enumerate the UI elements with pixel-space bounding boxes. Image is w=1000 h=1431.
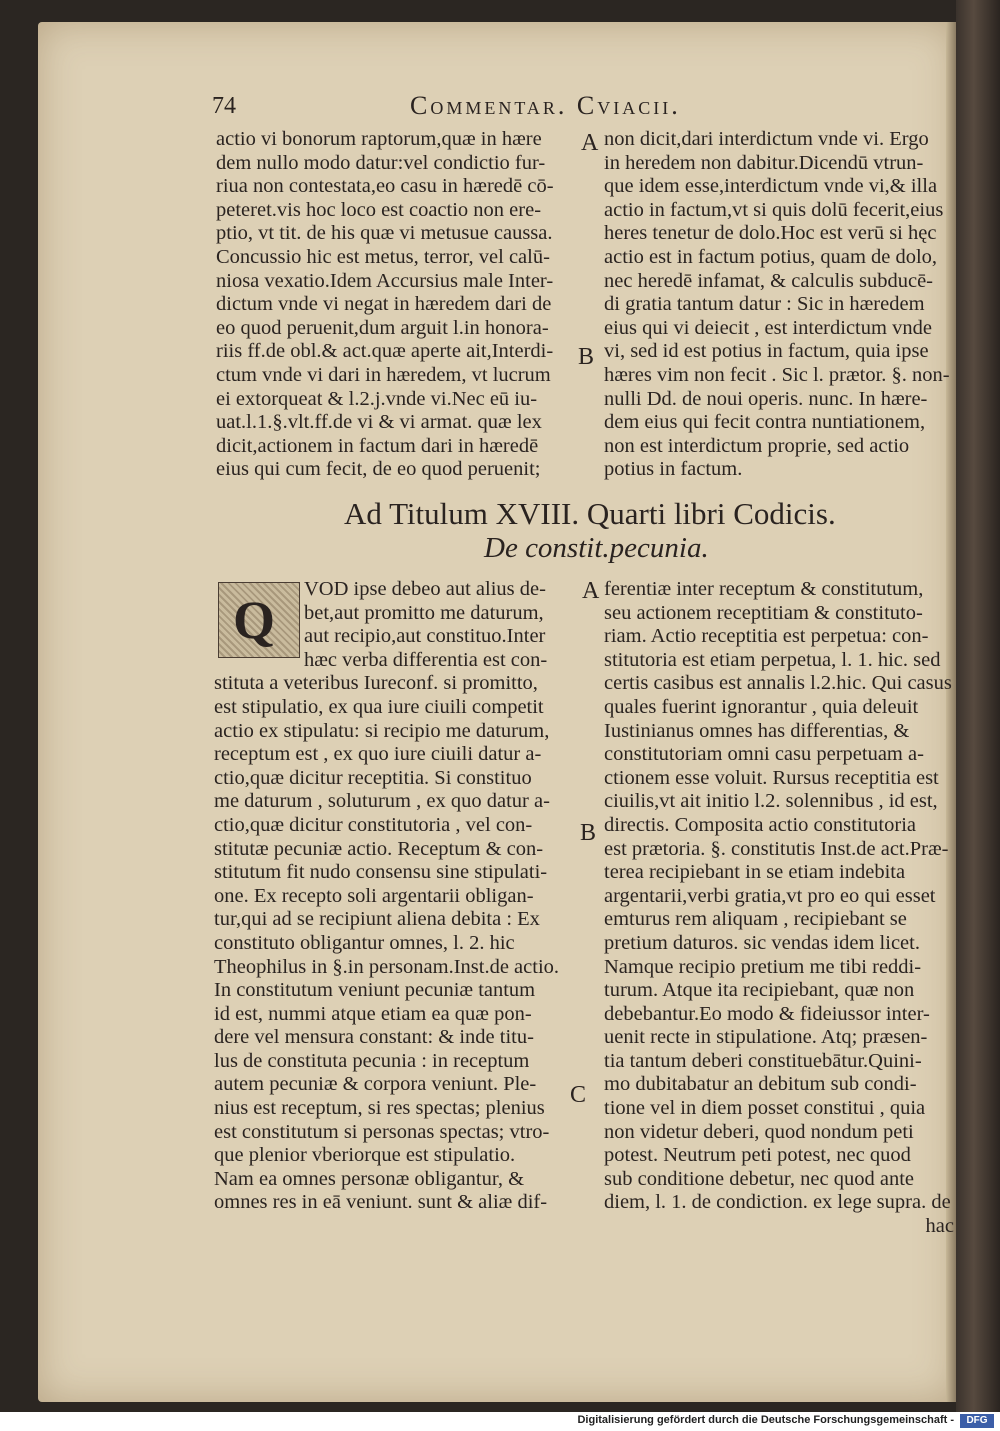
column-top-right (604, 128, 954, 482)
text-line: eius qui vi deiecit , est interdictum vnde (604, 316, 932, 339)
text-line: diem, l. 1. de condiction. ex lege supra. de (604, 1191, 951, 1214)
text-line: ctio,quæ dicitur receptitia. Si constituo (214, 766, 532, 789)
text-line: hæres vim non fecit . Sic l. prætor. §. non- (604, 363, 950, 386)
text-line: Namque recipio pretium me tibi reddi- (604, 955, 922, 978)
text-line: mo dubitabatur an debitum sub condi- (604, 1073, 917, 1096)
text-line: stitutum fit nudo consensu sine stipulati- (214, 861, 548, 884)
text-line: emturus rem aliquam , recipiebant se (604, 908, 907, 931)
text-line: dem nullo modo datur:vel condictio fur- (216, 151, 546, 174)
text-line: niosa vexatio.Idem Accursius male Inter- (216, 269, 554, 292)
text-line: ptio, vt tit. de his quæ vi metusue caussa. (216, 222, 553, 245)
text-line: dem eius qui fecit contra nuntiationem, (604, 411, 926, 434)
text-line: Concussio hic est metus, terror, vel calū- (216, 245, 550, 268)
text-line: eo quod peruenit,dum arguit l.in honora- (216, 316, 549, 339)
text-line: omnes res in eā veniunt. sunt & aliæ dif- (214, 1191, 548, 1214)
text-line: uenit recte in stipulatione. Atq; præsen- (604, 1026, 928, 1049)
text-line: stitutoria est etiam perpetua, l. 1. hic. sed (604, 648, 941, 671)
text-line: directis. Composita actio constitutoria (604, 813, 916, 836)
text-line: nulli Dd. de noui operis. nunc. In hære- (604, 387, 928, 410)
text-line: tione vel in diem posset constitui , quia (604, 1097, 926, 1120)
text-line: ciuilis,vt ait initio l.2. solennibus , id est, (604, 790, 938, 813)
column-bottom-left (214, 578, 570, 1215)
running-head: Commentar. Cviacii. (410, 91, 681, 120)
text-line: vi, sed id est potius in factum, quia ipse (604, 340, 929, 363)
text-line: nec heredē infamat, & calculis subducē- (604, 269, 933, 292)
text-line: VOD ipse debeo aut alius de- (304, 578, 546, 600)
text-line: receptum est , ex quo iure ciuili datur a- (214, 743, 542, 766)
text-line: dicit,actionem in factum dari in hæredē (216, 434, 539, 457)
text-line: actio in factum,vt si quis dolū fecerit,eius (604, 198, 944, 221)
text-line: hac (925, 1215, 954, 1238)
text-line: potius in factum. (604, 458, 743, 481)
dfg-logo: DFG (960, 1414, 994, 1428)
text-line: stitutæ pecuniæ actio. Receptum & con- (214, 837, 544, 860)
text-line: actio est in factum potius, quam de dolo, (604, 245, 938, 268)
text-line: est prætoria. §. constitutis Inst.de act.Præ- (604, 837, 949, 860)
text-line: ctio,quæ dicitur constitutoria , vel con- (214, 813, 533, 836)
text-line: argentarii,verbi gratia,vt pro eo qui esset (604, 884, 936, 907)
text-line: heres tenetur de dolo.Hoc est verū si hęc (604, 222, 937, 245)
text-line: lus de constituta pecunia : in receptum (214, 1049, 530, 1072)
text-line: tur,qui ad se recipiunt aliena debita : Ex (214, 908, 540, 931)
text-line: one. Ex recepto soli argentarii obligan- (214, 884, 534, 907)
margin-marker-c: C (570, 1082, 587, 1108)
column-top-left (216, 128, 568, 482)
text-line: peteret.vis hoc loco est coactio non ere- (216, 198, 542, 221)
text-line: seu actionem receptitiam & constituto- (604, 601, 923, 624)
text-line: non videtur deberi, quod nondum peti (604, 1120, 914, 1143)
footer-text: Digitalisierung gefördert durch die Deutsche Forschungsgemeinschaft - (577, 1414, 954, 1426)
text-line: ctionem esse voluit. Rursus receptitia est (604, 766, 939, 789)
text-line: eius qui cum fecit, de eo quod peruenit; (216, 458, 541, 481)
page-number: 74 (212, 93, 236, 119)
text-line: quales fuerint ignorantur , quia deleuit (604, 695, 919, 718)
text-line: Nam ea omnes personæ obligantur, & (214, 1167, 525, 1190)
book-binding (956, 0, 1000, 1412)
text-line: est stipulatio, ex qua iure ciuili competit (214, 695, 544, 718)
text-line: riam. Actio receptitia est perpetua: con- (604, 625, 929, 648)
text-line: Iustinianus omnes has differentias, & (604, 719, 910, 742)
margin-marker-a: A (581, 130, 599, 156)
text-line: Theophilus in §.in personam.Inst.de actio. (214, 955, 560, 978)
text-line: riua non contestata,eo casu in hæredē cō- (216, 175, 554, 198)
text-line: nius est receptum, si res spectas; plenius (214, 1097, 545, 1120)
text-line: est constitutum si personas spectas; vtro- (214, 1120, 550, 1143)
text-line: ctum vnde vi dari in hæredem, vt lucrum (216, 363, 551, 386)
text-line: non est interdictum proprie, sed actio (604, 434, 910, 457)
text-line: que plenior vberiorque est stipulatio. (214, 1144, 516, 1167)
text-line: turum. Atque ita recipiebant, quæ non (604, 979, 915, 1002)
text-line: me daturum , soluturum , ex quo datur a- (214, 790, 550, 813)
text-line: actio vi bonorum raptorum,quæ in hære (216, 128, 542, 150)
initial-letter: Q (233, 590, 276, 650)
text-line: stituta a veteribus Iureconf. si promitto, (214, 672, 538, 695)
margin-marker-b2: B (580, 820, 597, 846)
text-line: dere vel mensura constant: & inde titu- (214, 1026, 534, 1049)
text-line: certis casibus est annalis l.2.hic. Qui casus (604, 672, 952, 695)
text-line: in heredem non dabitur.Dicendū vtrun- (604, 151, 924, 174)
section-subtitle: De constit.pecunia. (484, 532, 709, 564)
text-line: tia tantum deberi constituebātur.Quini- (604, 1049, 922, 1072)
margin-marker-a2: A (582, 578, 600, 604)
text-line: ferentiæ inter receptum & constitutum, (604, 578, 924, 600)
digitization-footer (0, 1412, 1000, 1431)
text-line: que idem esse,interdictum vnde vi,& illa (604, 175, 938, 198)
section-title: Ad Titulum XVIII. Quarti libri Codicis. (344, 496, 836, 531)
text-line: constituto obligantur omnes, l. 2. hic (214, 931, 515, 954)
text-line: bet,aut promitto me daturum, (304, 601, 544, 624)
text-line: potest. Neutrum peti potest, nec quod (604, 1144, 911, 1167)
column-bottom-right (604, 578, 954, 1239)
text-line: ei extorqueat & l.2.j.vnde vi.Nec eū iu- (216, 387, 538, 410)
text-line: non dicit,dari interdictum vnde vi. Ergo (604, 128, 929, 150)
text-line: id est, nummi atque etiam ea quæ pon- (214, 1002, 532, 1025)
margin-marker-b: B (578, 344, 595, 370)
text-line: pretium daturos. sic vendas idem licet. (604, 931, 920, 954)
text-line: actio ex stipulatu: si recipio me daturum, (214, 719, 550, 742)
text-line: In constitutum veniunt pecuniæ tantum (214, 979, 536, 1002)
text-line: debebantur.Eo modo & fideiussor inter- (604, 1002, 930, 1025)
text-line: riis ff.de obl.& act.quæ aperte ait,Interdi- (216, 340, 554, 363)
text-line: terea recipiebant in se etiam indebita (604, 861, 906, 884)
text-line: autem pecuniæ & corpora veniunt. Ple- (214, 1073, 537, 1096)
text-line: uat.l.1.§.vlt.ff.de vi & vi armat. quæ lex (216, 411, 542, 434)
text-line: sub conditione debetur, nec quod ante (604, 1167, 915, 1190)
text-line: constitutoriam omni casu perpetuam a- (604, 743, 924, 766)
text-line: aut recipio,aut constituo.Inter (304, 625, 546, 648)
text-line: di gratia tantum datur : Sic in hæredem (604, 293, 925, 316)
text-line: dictum vnde vi negat in hæredem dari de (216, 293, 552, 316)
text-line: hæc verba differentia est con- (304, 648, 548, 671)
